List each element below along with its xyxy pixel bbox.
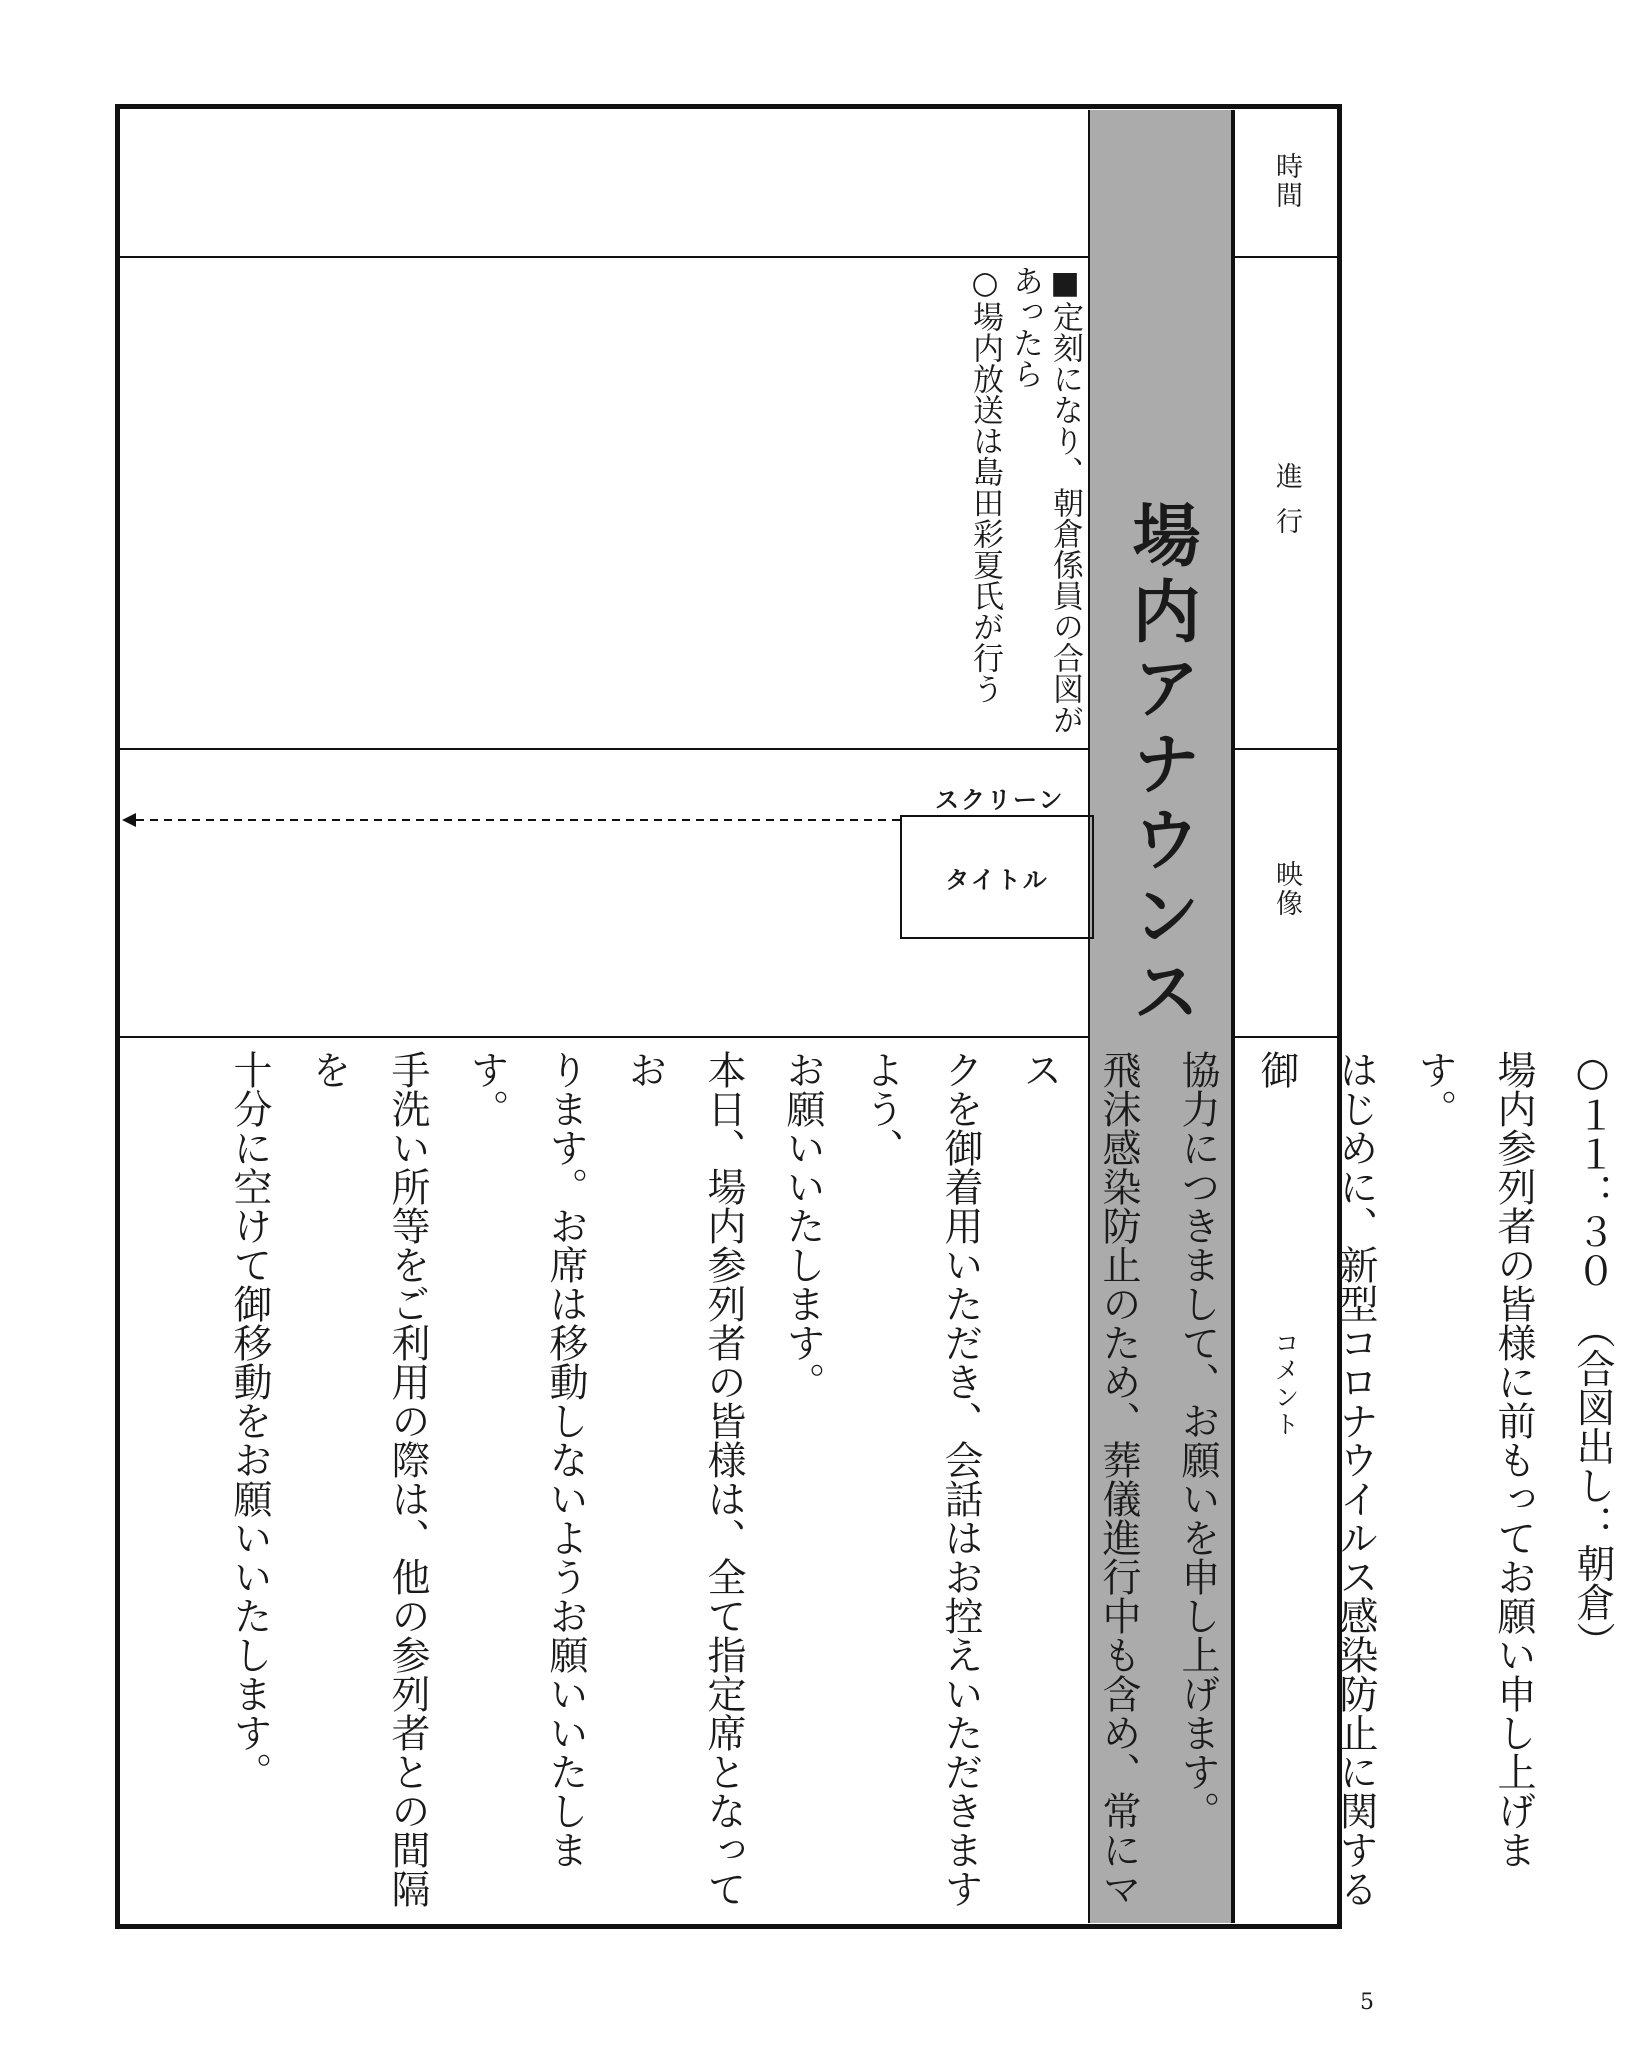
script-line-7: お願いいたします。 <box>780 1050 825 1401</box>
label-time: 時間 <box>1271 152 1302 210</box>
script-line-2: 場内参列者の皆様に前もってお願い申し上げます。 <box>1412 1050 1536 1869</box>
script-line-4: 協力につきまして、お願いを申し上げます。 <box>1175 1050 1220 1830</box>
script-line-11: 十分に空けて御移動をお願いいたします。 <box>227 1050 272 1791</box>
label-comment: コメント <box>1271 1330 1300 1438</box>
screen-label: スクリーン <box>935 786 1065 814</box>
script-line-6: クを御着用いただき、会話はお控えいただきますよう、 <box>859 1050 983 1908</box>
label-video: 映像 <box>1271 860 1302 918</box>
script-line-3: はじめに、新型コロナウイルス感染防止に関する御 <box>1254 1050 1378 1908</box>
progress-note-1: ■定刻になり、朝倉係員の合図が <box>1047 265 1083 735</box>
script-line-8: 本日、場内参列者の皆様は、全て指定席となってお <box>622 1050 746 1908</box>
script-line-5: 飛沫感染防止のため、葬儀進行中も含め、常にマス <box>1017 1050 1141 1908</box>
page-number: 5 <box>1360 1990 1374 2015</box>
screen-arrow <box>122 810 902 830</box>
title-box <box>900 815 1094 939</box>
progress-note-2: あったら <box>1007 265 1043 389</box>
progress-note-3: ○場内放送は島田彩夏氏が行う <box>967 265 1003 704</box>
announcement-script <box>210 1050 1632 1910</box>
script-line-10: 手洗い所等をご利用の際は、他の参列者との間隔を <box>306 1050 430 1908</box>
script-line-1: ○１１：３０ （合図出し：朝倉） <box>1570 1050 1615 1661</box>
script-line-9: ります。お席は移動しないようお願いいたします。 <box>464 1050 588 1869</box>
title-box-label: タイトル <box>945 865 1049 894</box>
label-progress: 進行 <box>1271 462 1302 552</box>
section-title: 場内アナウンス <box>1121 500 1200 1032</box>
